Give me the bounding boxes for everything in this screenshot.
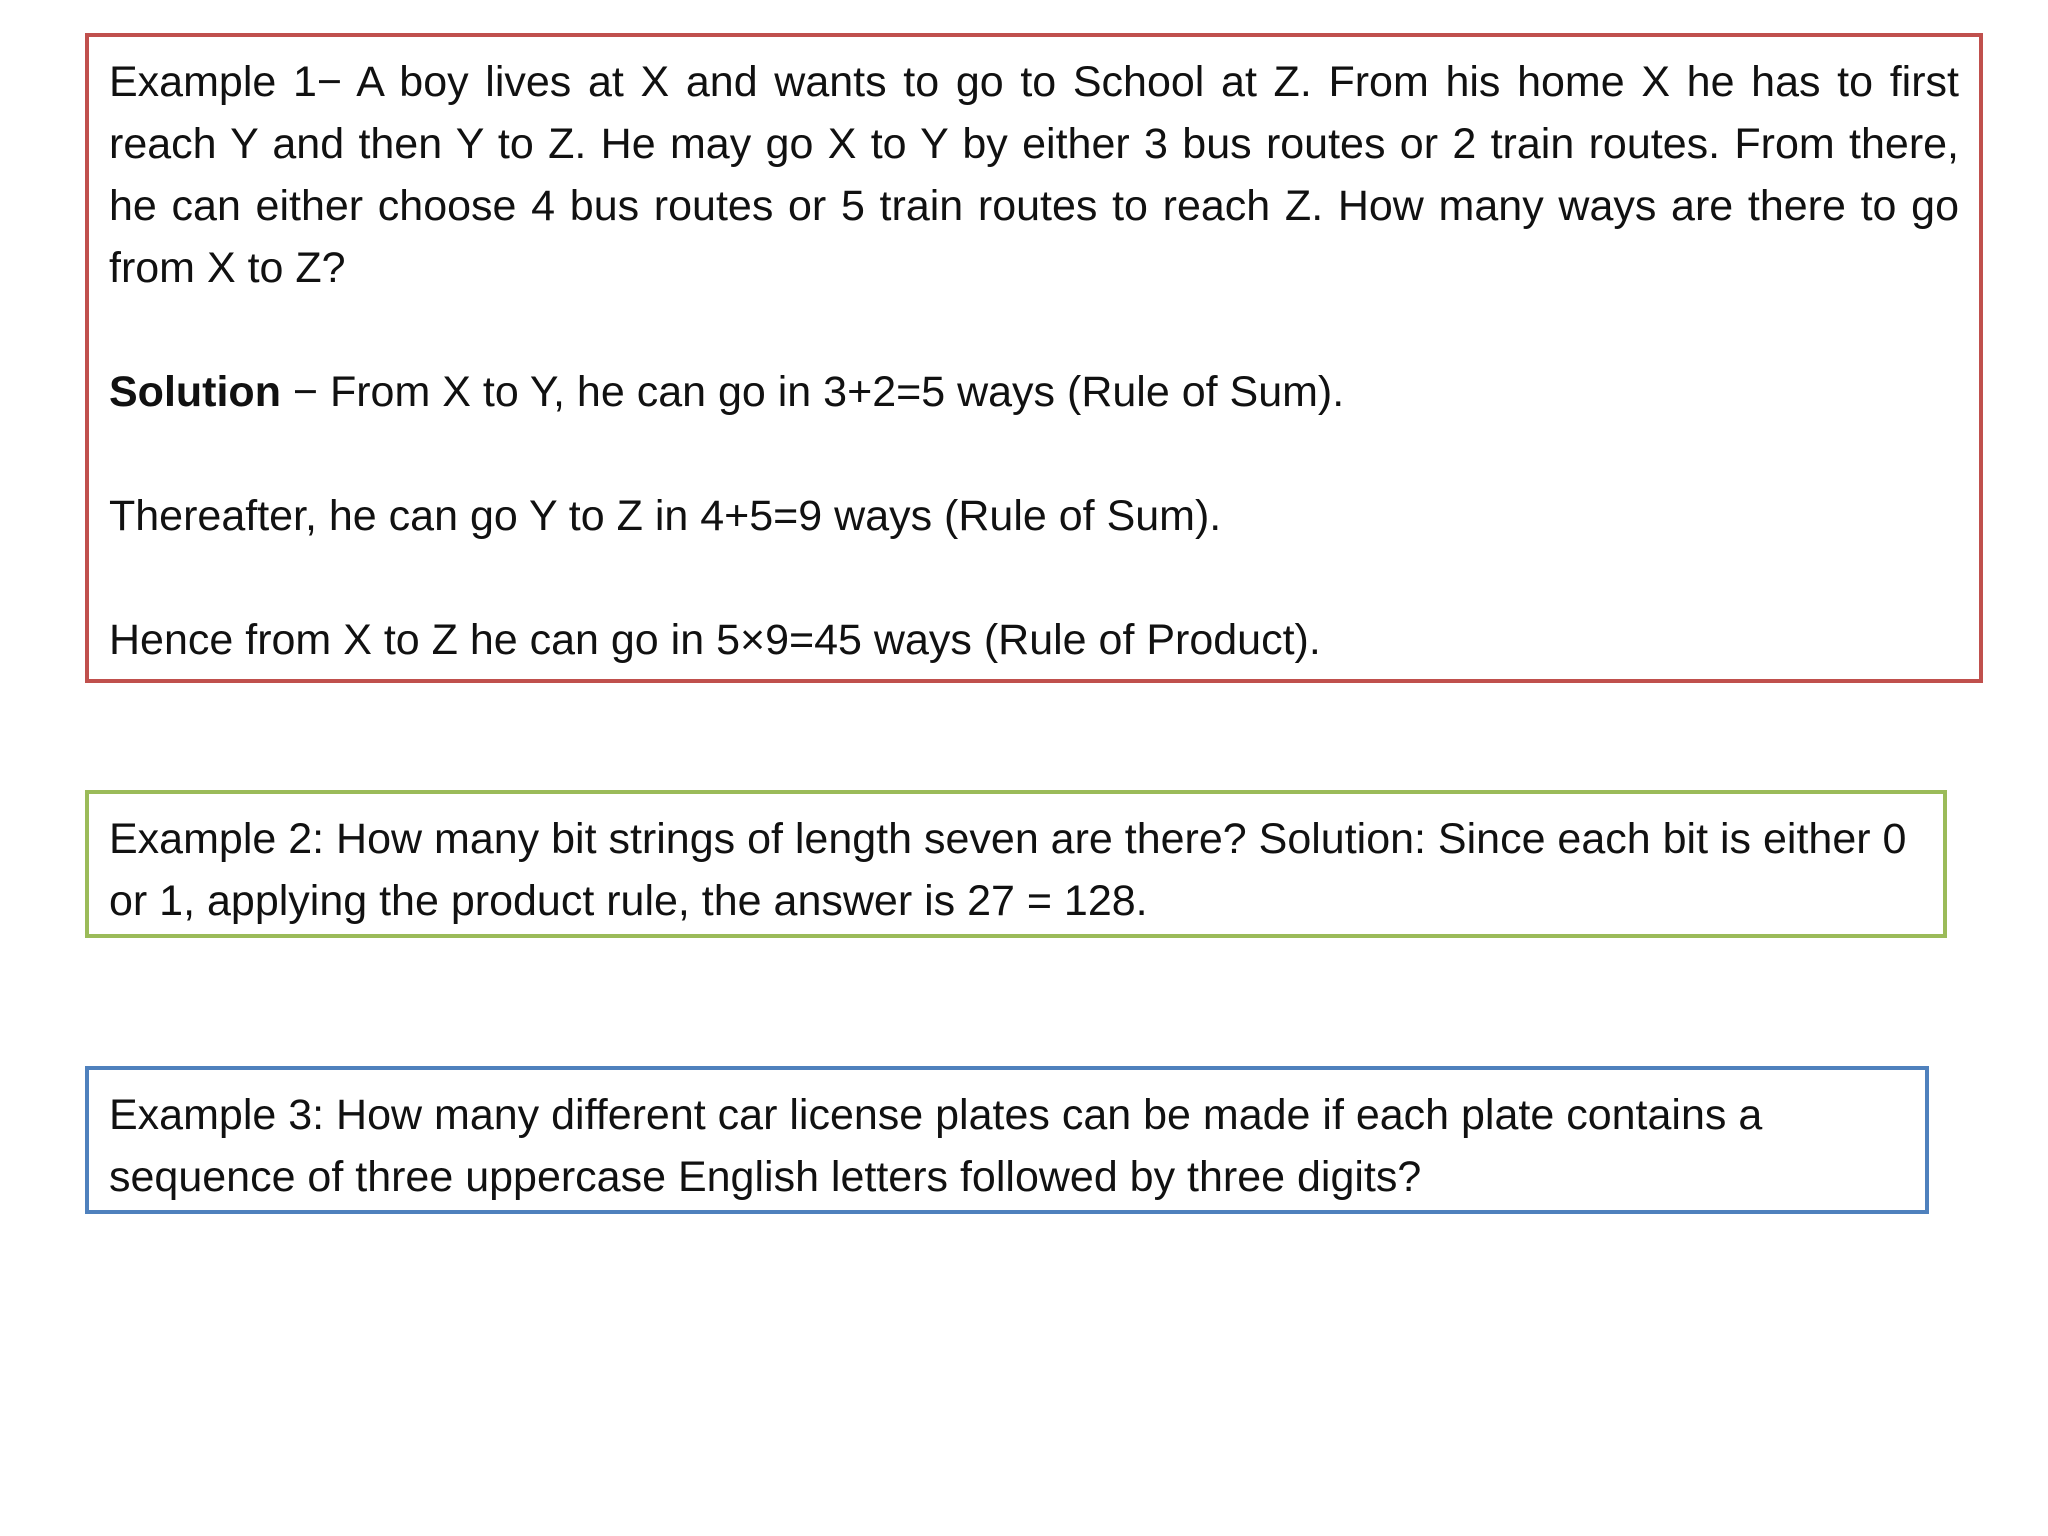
- example-3-box: [85, 1066, 1929, 1214]
- example-1-question: Example 1− A boy lives at X and wants to go to School at Z. From his home X he has to first reach Y and then Y to Z. He may go X to Y by either 3 bus routes or 2 train routes. From there, he can either choose 4 bus routes or 5 train routes to reach Z. How many ways are there to go from X to Z?: [109, 58, 1959, 292]
- example-2-text: Example 2: How many bit strings of length seven are there? Solution: Since each bit is either 0 or 1, applying the product rule, the answer is 27 = 128.: [109, 815, 1907, 925]
- example-1-box: [85, 33, 1983, 683]
- example-1-step-3: Hence from X to Z he can go in 5×9=45 ways (Rule of Product).: [109, 616, 1321, 664]
- solution-label: Solution: [109, 368, 281, 416]
- solution-text: − From X to Y, he can go in 3+2=5 ways (Rule of Sum).: [280, 368, 1345, 416]
- example-2-box: [85, 790, 1947, 938]
- example-3-text: Example 3: How many different car license plates can be made if each plate contains a sequence of three uppercase English letters followed by three digits?: [109, 1091, 1763, 1201]
- example-1-solution: [109, 361, 1959, 423]
- example-1-step-2: Thereafter, he can go Y to Z in 4+5=9 ways (Rule of Sum).: [109, 492, 1222, 540]
